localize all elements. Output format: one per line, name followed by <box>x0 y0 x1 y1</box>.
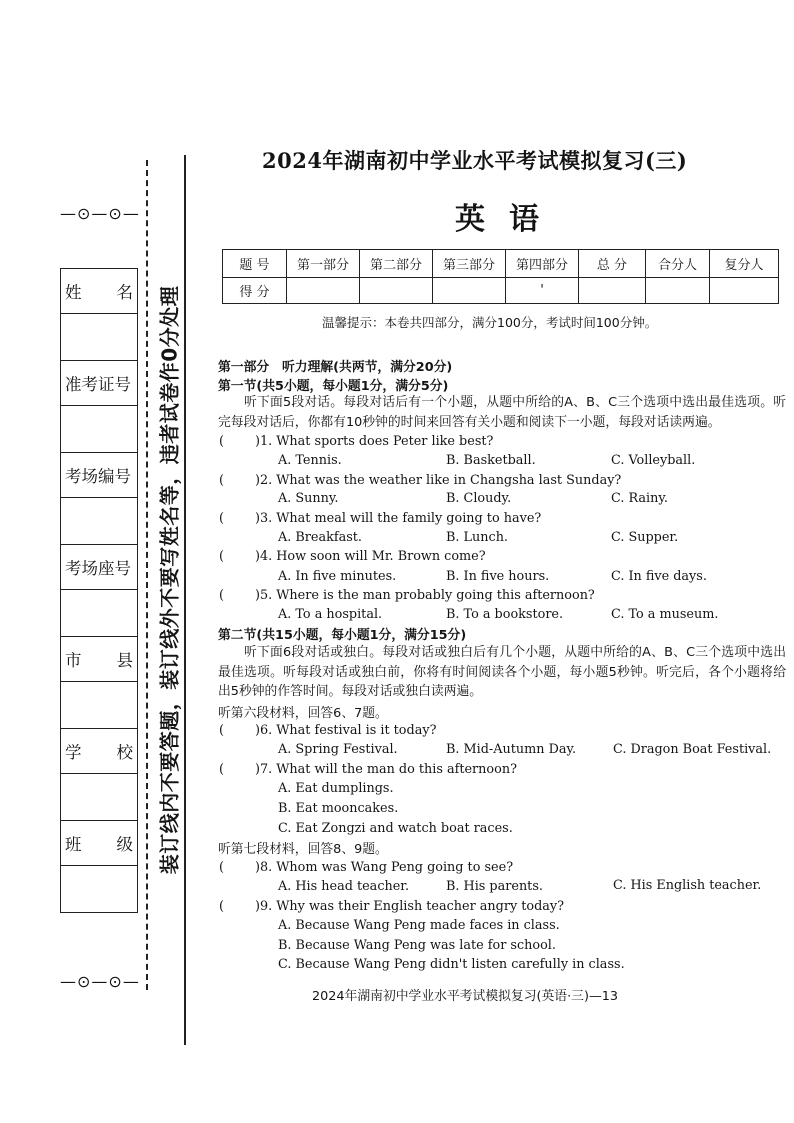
field-room-number-blank[interactable] <box>61 498 138 545</box>
field-name: 姓名 <box>61 269 138 314</box>
score-cell-part4[interactable]: ' <box>506 278 579 304</box>
q6-option-a: A. Spring Festival. <box>278 742 398 757</box>
question-9: )9. Why was their English teacher angry today? <box>255 899 564 914</box>
binding-circle-mark-top: —⊙—⊙— <box>60 204 140 223</box>
section1-heading: 第一节(共5小题，每小题1分，满分5分) <box>218 379 449 394</box>
field-school: 学校 <box>61 729 138 774</box>
field-name-blank[interactable] <box>61 314 138 361</box>
q4-option-c: C. In five days. <box>611 569 707 584</box>
q6-option-b: B. Mid-Autumn Day. <box>446 742 577 757</box>
binding-solid-line <box>184 155 186 1045</box>
section2-instructions: 听下面6段对话或独白。每段对话或独白后有几个小题，从题中所给的A、B、C三个选项中选出最佳选项。听每段对话或独白前，你将有时间阅读各个小题，每小题5秒钟。听完后，各个小题将给出5秒钟的作答时间。每段对话或独白读两遍。 <box>218 645 786 699</box>
score-header-part2: 第二部分 <box>360 250 433 278</box>
answer-paren-7[interactable]: ( <box>219 762 224 777</box>
q3-option-a: A. Breakfast. <box>278 530 362 545</box>
score-header-item: 题 号 <box>223 250 287 278</box>
q2-option-b: B. Cloudy. <box>446 491 512 506</box>
q4-option-a: A. In five minutes. <box>278 569 397 584</box>
answer-paren-5[interactable]: ( <box>219 588 224 603</box>
q8-option-c: C. His English teacher. <box>613 878 762 893</box>
q1-option-b: B. Basketball. <box>446 453 536 468</box>
field-seat-number: 考场座号 <box>61 545 138 590</box>
score-cell-part1[interactable] <box>287 278 360 304</box>
q8-option-b: B. His parents. <box>446 879 543 894</box>
section1-instructions: 听下面5段对话。每段对话后有一个小题，从题中所给的A、B、C三个选项中选出最佳选项。听完每段对话后，你都有10秒钟的时间来回答有关小题和阅读下一小题，每段对话读两遍。 <box>218 395 786 430</box>
q3-option-b: B. Lunch. <box>446 530 508 545</box>
field-seat-number-blank[interactable] <box>61 590 138 637</box>
q2-option-c: C. Rainy. <box>611 491 668 506</box>
score-row-label: 得 分 <box>223 278 287 304</box>
q9-option-c: C. Because Wang Peng didn't listen carefully in class. <box>278 957 625 972</box>
field-class: 班级 <box>61 821 138 866</box>
q3-option-c: C. Supper. <box>611 530 679 545</box>
student-info-table <box>60 268 138 913</box>
q5-option-b: B. To a bookstore. <box>446 607 564 622</box>
question-2: )2. What was the weather like in Changsha last Sunday? <box>255 473 622 488</box>
page-footer: 2024年湖南初中学业水平考试模拟复习(英语·三)—13 <box>312 989 619 1004</box>
answer-paren-9[interactable]: ( <box>219 899 224 914</box>
q7-option-b: B. Eat mooncakes. <box>278 801 399 816</box>
score-cell-total[interactable] <box>579 278 646 304</box>
material-7-label: 听第七段材料，回答8、9题。 <box>218 842 388 857</box>
score-cell-part2[interactable] <box>360 278 433 304</box>
binding-circle-mark-bottom: —⊙—⊙— <box>60 972 140 991</box>
subject-title: 英语 <box>455 202 563 237</box>
field-class-blank[interactable] <box>61 866 138 913</box>
score-table <box>222 249 779 304</box>
answer-paren-8[interactable]: ( <box>219 860 224 875</box>
field-exam-number: 准考证号 <box>61 361 138 406</box>
score-header-part3: 第三部分 <box>433 250 506 278</box>
q1-option-c: C. Volleyball. <box>611 453 696 468</box>
answer-paren-1[interactable]: ( <box>219 434 224 449</box>
score-header-checker: 复分人 <box>710 250 779 278</box>
question-8: )8. Whom was Wang Peng going to see? <box>255 860 514 875</box>
score-cell-checker[interactable] <box>710 278 779 304</box>
score-header-part1: 第一部分 <box>287 250 360 278</box>
question-5: )5. Where is the man probably going this afternoon? <box>255 588 595 603</box>
binding-dashed-line <box>146 160 148 990</box>
q6-option-c: C. Dragon Boat Festival. <box>613 742 772 757</box>
part1-heading: 第一部分 听力理解(共两节，满分20分) <box>218 360 453 375</box>
field-school-blank[interactable] <box>61 774 138 821</box>
field-room-number: 考场编号 <box>61 453 138 498</box>
section2-heading: 第二节(共15小题，每小题1分，满分15分) <box>218 628 467 643</box>
score-header-scorer: 合分人 <box>646 250 710 278</box>
exam-tip: 温馨提示：本卷共四部分，满分100分，考试时间100分钟。 <box>322 315 658 330</box>
q7-option-a: A. Eat dumplings. <box>278 781 394 796</box>
question-3: )3. What meal will the family going to have? <box>255 511 542 526</box>
q7-option-c: C. Eat Zongzi and watch boat races. <box>278 821 513 836</box>
q1-option-a: A. Tennis. <box>278 453 342 468</box>
answer-paren-3[interactable]: ( <box>219 511 224 526</box>
material-6-label: 听第六段材料，回答6、7题。 <box>218 706 388 721</box>
question-7: )7. What will the man do this afternoon? <box>255 762 517 777</box>
q9-option-a: A. Because Wang Peng made faces in class. <box>278 918 560 933</box>
score-header-part4: 第四部分 <box>506 250 579 278</box>
binding-notice: 装订线内不要答题，装订线外不要写姓名等，违者试卷作0分处理 <box>157 285 182 875</box>
question-1: )1. What sports does Peter like best? <box>255 434 494 449</box>
field-city-county-blank[interactable] <box>61 682 138 729</box>
answer-paren-6[interactable]: ( <box>219 723 224 738</box>
exam-title: 2024年湖南初中学业水平考试模拟复习(三) <box>262 148 688 173</box>
q8-option-a: A. His head teacher. <box>278 879 410 894</box>
field-exam-number-blank[interactable] <box>61 406 138 453</box>
q9-option-b: B. Because Wang Peng was late for school. <box>278 938 556 953</box>
field-city-county: 市县 <box>61 637 138 682</box>
question-4: )4. How soon will Mr. Brown come? <box>255 549 486 564</box>
q4-option-b: B. In five hours. <box>446 569 550 584</box>
score-cell-scorer[interactable] <box>646 278 710 304</box>
score-cell-part3[interactable] <box>433 278 506 304</box>
question-6: )6. What festival is it today? <box>255 723 437 738</box>
answer-paren-2[interactable]: ( <box>219 473 224 488</box>
q5-option-c: C. To a museum. <box>611 607 719 622</box>
score-header-total: 总 分 <box>579 250 646 278</box>
q2-option-a: A. Sunny. <box>278 491 339 506</box>
answer-paren-4[interactable]: ( <box>219 549 224 564</box>
q5-option-a: A. To a hospital. <box>278 607 383 622</box>
